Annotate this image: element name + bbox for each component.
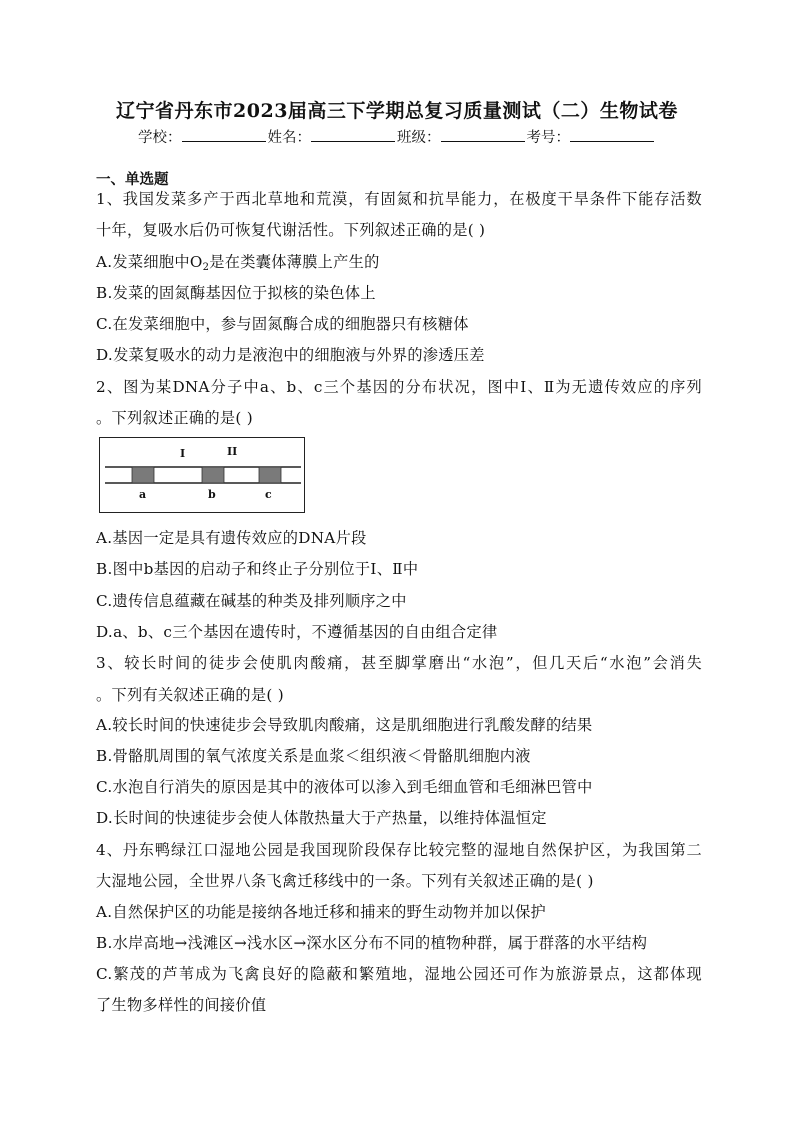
q1-option-c[interactable]: C.在发菜细胞中，参与固氮酶合成的细胞器只有核糖体	[96, 315, 469, 333]
gene-c-label: c	[265, 488, 272, 501]
q1-option-a-sub: 2	[202, 262, 210, 273]
number-blank[interactable]	[570, 127, 654, 142]
q3-option-b[interactable]: B.骨骼肌周围的氧气浓度关系是血浆＜组织液＜骨骼肌细胞内液	[96, 747, 531, 765]
dna-gene-diagram	[99, 437, 305, 513]
gene-b-block	[202, 467, 224, 483]
q4-stem-line1: 4、丹东鸭绿江口湿地公园是我国现阶段保存比较完整的湿地自然保护区，为我国第二	[96, 841, 702, 859]
q1-option-a-post: 是在类囊体薄膜上产生的	[209, 253, 380, 271]
segment-II-label: II	[227, 445, 238, 458]
section-heading: 一、单选题	[96, 171, 169, 188]
q1-stem-line1: 1、我国发菜多产于西北草地和荒漠，有固氮和抗旱能力，在极度干旱条件下能存活数	[96, 190, 702, 208]
q1-option-a-pre: A.发菜细胞中O	[96, 253, 203, 271]
segment-I-label: I	[180, 447, 186, 460]
q2-option-c[interactable]: C.遗传信息蕴藏在碱基的种类及排列顺序之中	[96, 592, 407, 610]
school-label: 学校：	[138, 130, 182, 146]
q2-option-d[interactable]: D.a、b、c三个基因在遗传时，不遵循基因的自由组合定律	[96, 623, 498, 641]
q2-stem-line2: 。下列叙述正确的是( )	[96, 409, 253, 427]
q4-option-c-line1[interactable]: C.繁茂的芦苇成为飞禽良好的隐蔽和繁殖地，湿地公园还可作为旅游景点，这都体现	[96, 965, 702, 983]
dna-diagram-svg	[100, 438, 306, 514]
q2-option-b[interactable]: B.图中b基因的启动子和终止子分别位于Ⅰ、Ⅱ中	[96, 560, 419, 578]
q4-option-a[interactable]: A.自然保护区的功能是接纳各地迁移和捕来的野生动物并加以保护	[96, 903, 547, 921]
gene-a-label: a	[139, 488, 147, 501]
number-label: 考号：	[526, 130, 570, 146]
q4-option-b[interactable]: B.水岸高地→浅滩区→浅水区→深水区分布不同的植物种群，属于群落的水平结构	[96, 934, 648, 952]
q2-stem-line1: 2、图为某DNA分子中a、b、c三个基因的分布状况，图中Ⅰ、Ⅱ为无遗传效应的序列	[96, 378, 702, 396]
q3-stem-line2: 。下列有关叙述正确的是( )	[96, 686, 284, 704]
q1-option-b[interactable]: B.发菜的固氮酶基因位于拟核的染色体上	[96, 284, 376, 302]
q4-stem-line2: 大湿地公园，全世界八条飞禽迁移线中的一条。下列有关叙述正确的是( )	[96, 872, 594, 890]
q3-option-d[interactable]: D.长时间的快速徒步会使人体散热量大于产热量，以维持体温恒定	[96, 809, 547, 827]
school-blank[interactable]	[182, 127, 266, 142]
student-info-row	[0, 126, 794, 147]
q1-stem-line2: 十年，复吸水后仍可恢复代谢活性。下列叙述正确的是( )	[96, 221, 486, 239]
class-blank[interactable]	[441, 127, 525, 142]
name-label: 姓名：	[267, 130, 311, 146]
q3-stem-line1: 3、较长时间的徒步会使肌肉酸痛，甚至脚掌磨出“水泡”，但几天后“水泡”会消失	[96, 654, 702, 672]
q4-option-c-line2[interactable]: 了生物多样性的间接价值	[96, 996, 267, 1014]
q1-option-d[interactable]: D.发菜复吸水的动力是液泡中的细胞液与外界的渗透压差	[96, 346, 485, 364]
gene-a-block	[132, 467, 154, 483]
page-title: 辽宁省丹东市2023届高三下学期总复习质量测试（二）生物试卷	[116, 100, 678, 122]
q1-option-a[interactable]	[96, 251, 380, 273]
q3-option-c[interactable]: C.水泡自行消失的原因是其中的液体可以渗入到毛细血管和毛细淋巴管中	[96, 778, 593, 796]
q3-option-a[interactable]: A.较长时间的快速徒步会导致肌肉酸痛，这是肌细胞进行乳酸发酵的结果	[96, 716, 593, 734]
q2-option-a[interactable]: A.基因一定是具有遗传效应的DNA片段	[96, 529, 367, 547]
class-label: 班级：	[397, 130, 441, 146]
gene-c-block	[259, 467, 281, 483]
name-blank[interactable]	[311, 127, 395, 142]
gene-b-label: b	[208, 488, 216, 501]
